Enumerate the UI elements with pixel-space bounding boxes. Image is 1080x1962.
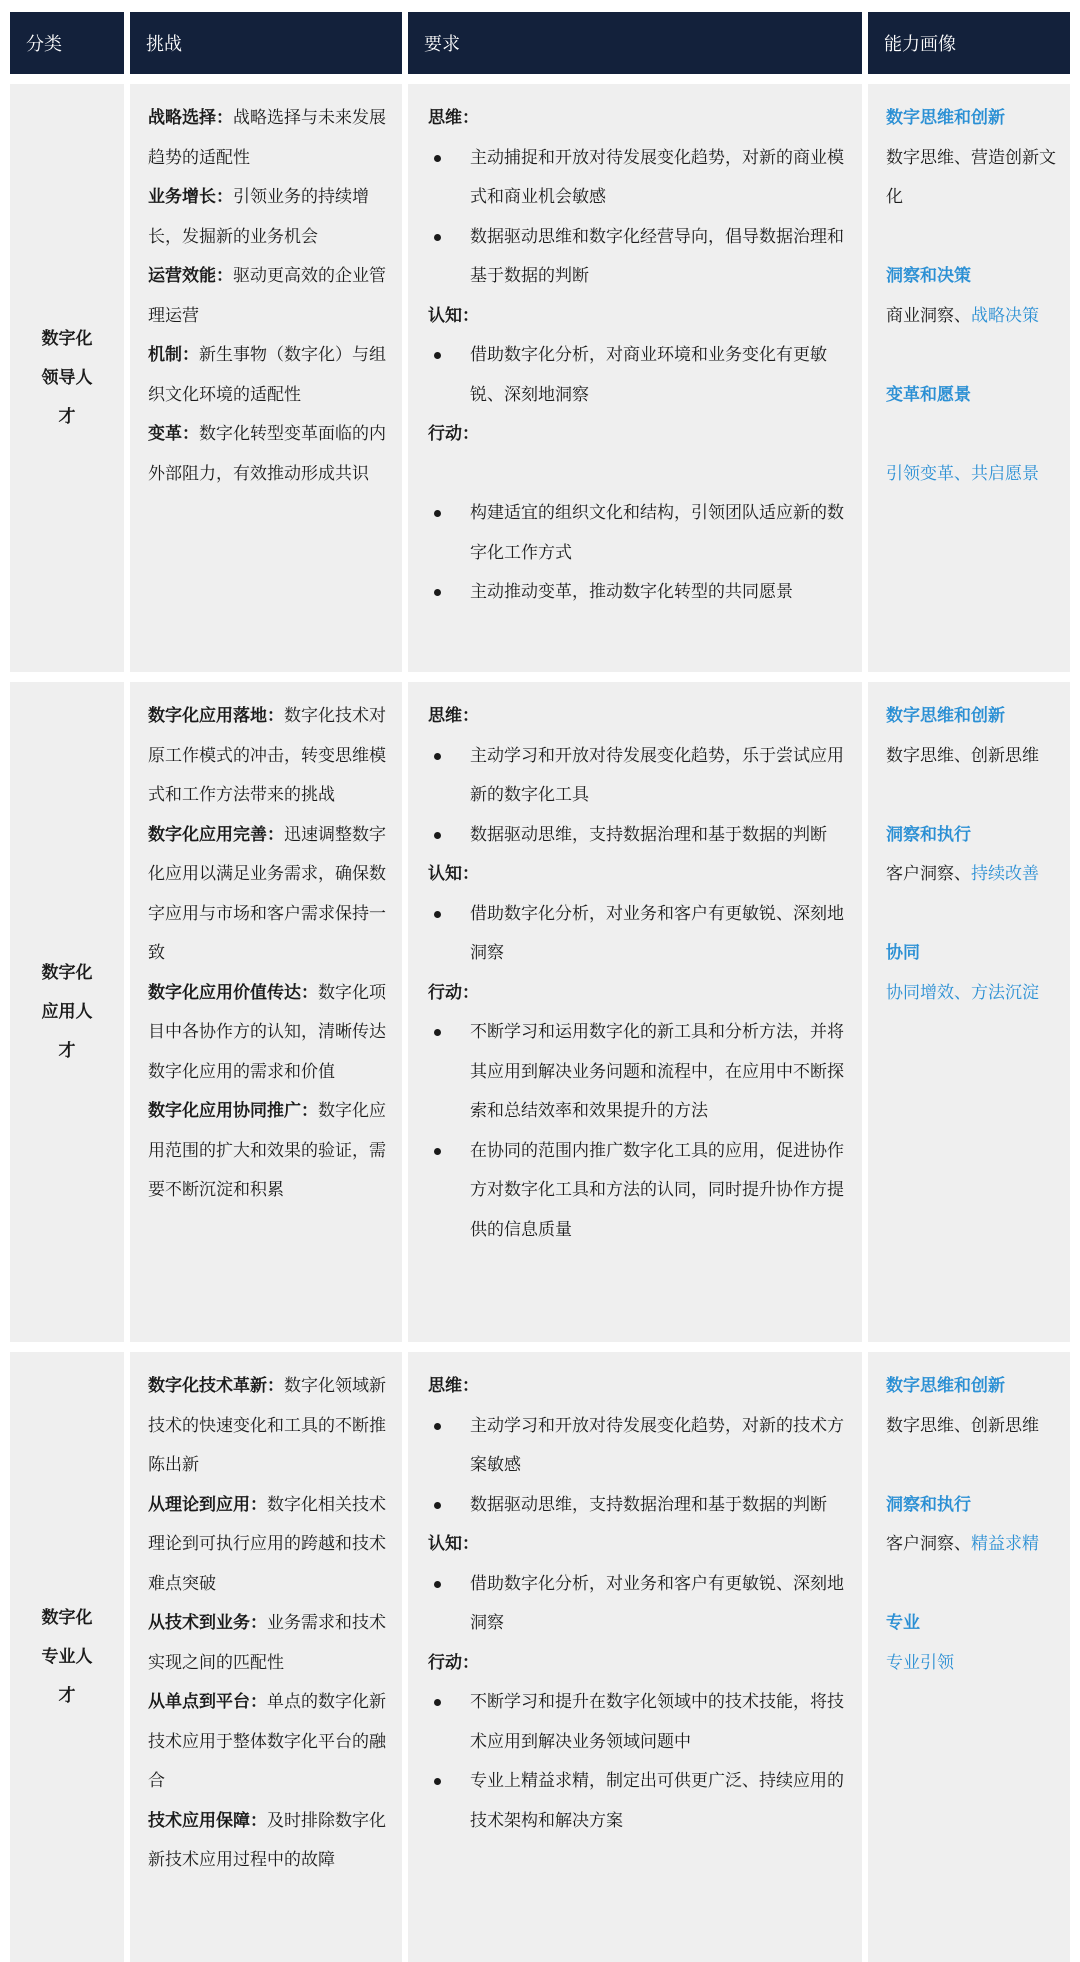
list-item: 主动捕捉和开放对待发展变化趋势，对新的商业模式和商业机会敏感 bbox=[428, 139, 846, 218]
capability-cell bbox=[868, 682, 1070, 1342]
category-cell: 数字化领导人才 bbox=[10, 84, 130, 672]
list-item: 不断学习和运用数字化的新工具和分析方法，并将其应用到解决业务问题和流程中，在应用中不断探索和总结效率和效果提升的方法 bbox=[428, 1013, 846, 1132]
category-cell: 数字化专业人才 bbox=[10, 1352, 130, 1962]
challenge-item: 机制：新生事物（数字化）与组织文化环境的适配性 bbox=[148, 345, 386, 405]
requirement-label: 认知： bbox=[428, 1534, 479, 1554]
header-requirement: 要求 bbox=[408, 12, 868, 74]
requirement-label: 思维： bbox=[428, 706, 479, 726]
list-item: 数据驱动思维，支持数据治理和基于数据的判断 bbox=[428, 816, 846, 856]
list-item: 主动推动变革，推动数字化转型的共同愿景 bbox=[428, 573, 846, 613]
category-cell: 数字化应用人才 bbox=[10, 682, 130, 1342]
challenge-item: 数字化应用完善：迅速调整数字化应用以满足业务需求，确保数字应用与市场和客户需求保持一致 bbox=[148, 824, 386, 963]
capability-group: 洞察和执行 客户洞察、精益求精 bbox=[886, 1494, 1039, 1554]
requirement-label: 认知： bbox=[428, 864, 479, 884]
list-item: 数据驱动思维和数字化经营导向，倡导数据治理和基于数据的判断 bbox=[428, 218, 846, 297]
list-item: 不断学习和提升在数字化领域中的技术技能，将技术应用到解决业务领域问题中 bbox=[428, 1683, 846, 1762]
challenge-item: 从理论到应用：数字化相关技术理论到可执行应用的跨越和技术难点突破 bbox=[148, 1494, 386, 1594]
challenge-item: 数字化应用协同推广：数字化应用范围的扩大和效果的验证，需要不断沉淀和积累 bbox=[148, 1101, 386, 1200]
capability-cell bbox=[868, 1352, 1070, 1962]
challenge-item: 业务增长：引领业务的持续增长，发掘新的业务机会 bbox=[148, 187, 369, 247]
capability-group: 数字思维和创新 数字思维、营造创新文化 bbox=[886, 108, 1056, 207]
requirement-cell bbox=[408, 84, 868, 672]
list-item: 主动学习和开放对待发展变化趋势，乐于尝试应用新的数字化工具 bbox=[428, 737, 846, 816]
table-row bbox=[10, 1352, 1070, 1962]
list-item: 借助数字化分析，对商业环境和业务变化有更敏锐、深刻地洞察 bbox=[428, 336, 846, 415]
list-item: 借助数字化分析，对业务和客户有更敏锐、深刻地洞察 bbox=[428, 1565, 846, 1644]
requirement-cell bbox=[408, 1352, 868, 1962]
list-item: 构建适宜的组织文化和结构，引领团队适应新的数字化工作方式 bbox=[428, 494, 846, 573]
table-header bbox=[10, 12, 1070, 74]
challenge-item: 战略选择：战略选择与未来发展趋势的适配性 bbox=[148, 108, 386, 168]
list-item: 在协同的范围内推广数字化工具的应用，促进协作方对数字化工具和方法的认同，同时提升协作方提供的信息质量 bbox=[428, 1132, 846, 1251]
capability-group: 数字思维和创新 数字思维、创新思维 bbox=[886, 706, 1039, 766]
requirement-label: 认知： bbox=[428, 305, 479, 326]
challenge-item: 技术应用保障：及时排除数字化新技术应用过程中的故障 bbox=[148, 1810, 386, 1870]
capability-table bbox=[10, 12, 1070, 1962]
table-row bbox=[10, 84, 1070, 672]
capability-group: 数字思维和创新 数字思维、创新思维 bbox=[886, 1376, 1039, 1436]
capability-cell bbox=[868, 84, 1070, 672]
challenge-cell bbox=[130, 682, 408, 1342]
challenge-item: 数字化应用价值传达：数字化项目中各协作方的认知，清晰传达数字化应用的需求和价值 bbox=[148, 982, 386, 1082]
list-item: 数据驱动思维，支持数据治理和基于数据的判断 bbox=[428, 1486, 846, 1526]
requirement-cell bbox=[408, 682, 868, 1342]
challenge-item: 运营效能：驱动更高效的企业管理运营 bbox=[148, 266, 386, 326]
challenge-item: 从技术到业务：业务需求和技术实现之间的匹配性 bbox=[148, 1613, 386, 1673]
challenge-item: 数字化应用落地：数字化技术对原工作模式的冲击，转变思维模式和工作方法带来的挑战 bbox=[148, 706, 386, 805]
capability-group: 专业 专业引领 bbox=[886, 1613, 954, 1673]
challenge-item: 变革：数字化转型变革面临的内外部阻力，有效推动形成共识 bbox=[148, 424, 386, 484]
header-capability: 能力画像 bbox=[884, 34, 956, 55]
requirement-label: 思维： bbox=[428, 108, 479, 128]
challenge-item: 从单点到平台：单点的数字化新技术应用于整体数字化平台的融合 bbox=[148, 1692, 386, 1791]
requirement-label: 行动： bbox=[428, 982, 479, 1003]
challenge-item: 数字化技术革新：数字化领域新技术的快速变化和工具的不断推陈出新 bbox=[148, 1376, 386, 1475]
list-item: 主动学习和开放对待发展变化趋势，对新的技术方案敏感 bbox=[428, 1407, 846, 1486]
challenge-cell bbox=[130, 1352, 408, 1962]
requirement-label: 行动： bbox=[428, 1652, 479, 1673]
requirement-label: 思维： bbox=[428, 1376, 479, 1396]
requirement-label: 行动： bbox=[428, 424, 479, 444]
capability-group: 协同 协同增效、方法沉淀 bbox=[886, 943, 1039, 1003]
table-row bbox=[10, 682, 1070, 1342]
header-challenge: 挑战 bbox=[130, 12, 408, 74]
capability-group: 变革和愿景 引领变革、共启愿景 bbox=[886, 384, 1039, 484]
list-item: 专业上精益求精，制定出可供更广泛、持续应用的技术架构和解决方案 bbox=[428, 1762, 846, 1841]
capability-group: 洞察和执行 客户洞察、持续改善 bbox=[886, 824, 1039, 884]
challenge-cell bbox=[130, 84, 408, 672]
header-category: 分类 bbox=[10, 12, 130, 74]
list-item: 借助数字化分析，对业务和客户有更敏锐、深刻地洞察 bbox=[428, 895, 846, 974]
capability-group: 洞察和决策 商业洞察、战略决策 bbox=[886, 266, 1039, 326]
